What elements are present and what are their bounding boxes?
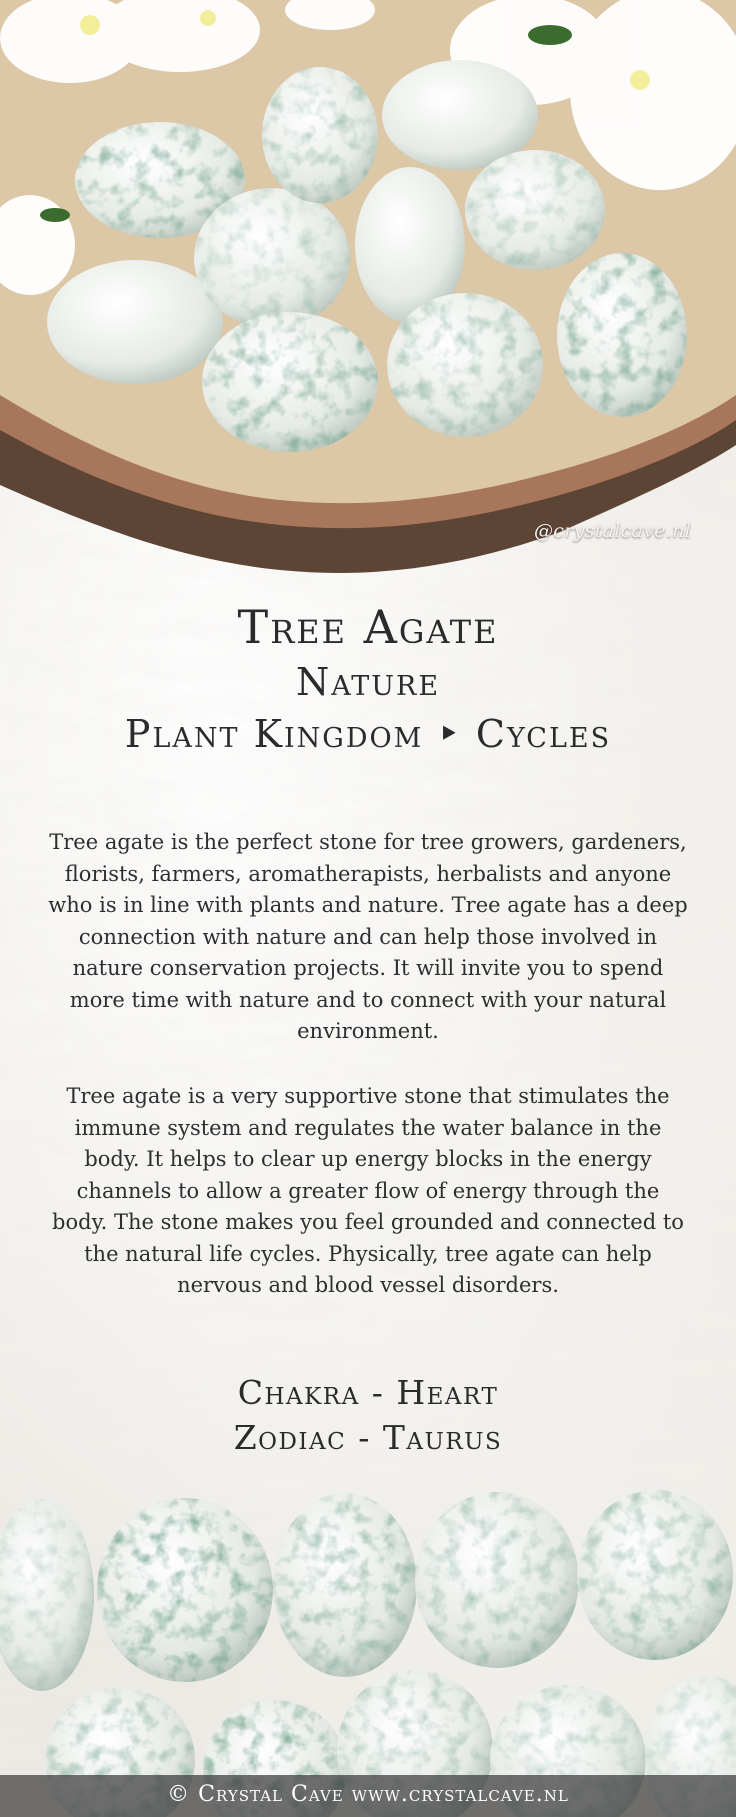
bottom-stones-photo bbox=[0, 1455, 736, 1817]
zodiac-label: Zodiac - Taurus bbox=[233, 1418, 503, 1457]
page-title: Tree Agate bbox=[237, 600, 499, 654]
chakra-label: Chakra - Heart bbox=[237, 1373, 499, 1412]
description-paragraph: Tree agate is a very supportive stone that stimulates the immune system and regulates the water balance in the body. It helps to clear up energy blocks in the energy channels to allow a greater flow of energy through the body. The stone makes you feel grounded and connected to the natural life cycles. Physically, tree agate can help nervous and blood vessel disorders. bbox=[52, 1084, 684, 1297]
page-tagline: Plant Kingdom ‣ Cycles bbox=[124, 712, 612, 756]
top-stones-photo bbox=[0, 0, 736, 600]
watermark: @crystalcave.nl bbox=[534, 520, 692, 542]
page-subtitle: Nature bbox=[295, 660, 441, 704]
description-paragraph: Tree agate is the perfect stone for tree growers, gardeners, florists, farmers, aromatherapists, herbalists and anyone who is in line with plants and nature. Tree agate has a deep connection with nature and can help those involved in nature conservation projects. It will invite you to spend more time with nature and to connect with your natural environment. bbox=[48, 830, 688, 1043]
footer-copyright: © Crystal Cave www.crystalcave.nl bbox=[167, 1782, 569, 1807]
